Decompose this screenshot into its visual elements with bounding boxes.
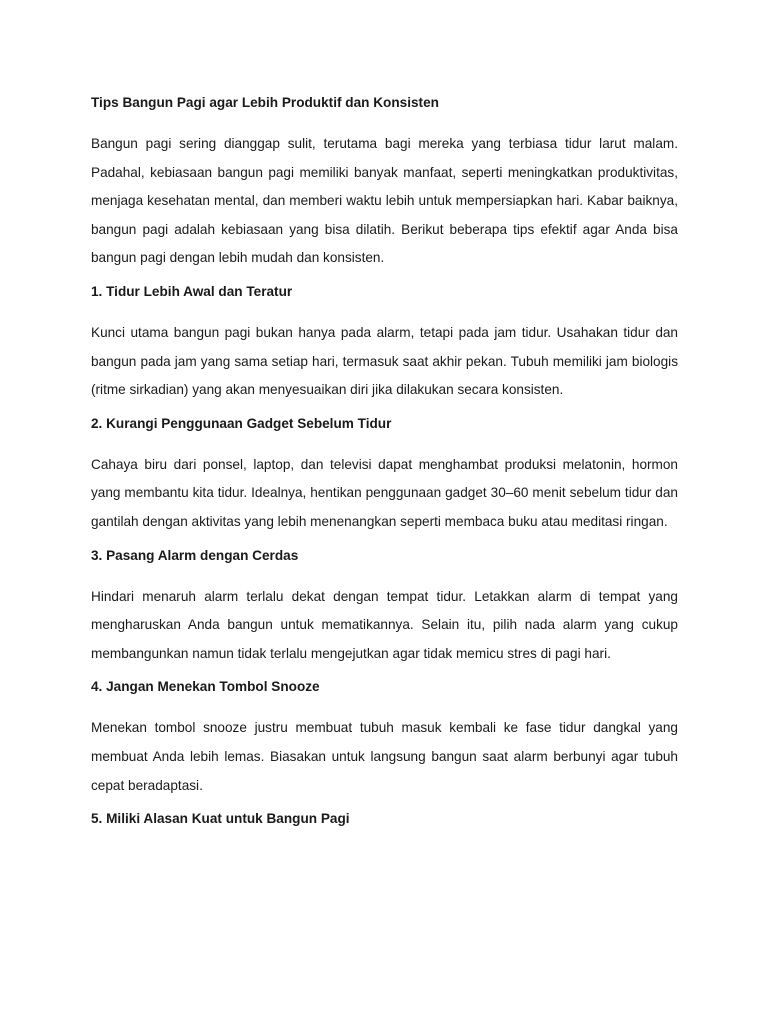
section-paragraph: Cahaya biru dari ponsel, laptop, dan televisi dapat menghambat produksi melatonin, hormon yang membantu kita tidur. Idealnya, hentikan penggunaan gadget 30–60 menit sebelum tidur dan gantilah dengan aktivitas yang lebih menenangkan seperti membaca buku atau meditasi ringan. xyxy=(91,456,678,529)
section-paragraph: Menekan tombol snooze justru membuat tubuh masuk kembali ke fase tidur dangkal yang membuat Anda lebih lemas. Biasakan untuk langsung bangun saat alarm berbunyi agar tubuh cepat beradaptasi. xyxy=(91,720,678,793)
section-heading: 1. Tidur Lebih Awal dan Teratur xyxy=(91,283,293,299)
document-page xyxy=(91,93,678,846)
intro-paragraph: Bangun pagi sering dianggap sulit, terutama bagi mereka yang terbiasa tidur larut malam. Padahal, kebiasaan bangun pagi memiliki banyak manfaat, seperti meningkatkan produktivitas, menjaga kesehatan mental, dan memberi waktu lebih untuk mempersiapkan hari. Kabar baiknya, bangun pagi adalah kebiasaan yang bisa dilatih. Berikut beberapa tips efektif agar Anda bisa bangun pagi dengan lebih mudah dan konsisten. xyxy=(91,136,678,266)
section-paragraph: Kunci utama bangun pagi bukan hanya pada alarm, tetapi pada jam tidur. Usahakan tidur dan bangun pada jam yang sama setiap hari, termasuk saat akhir pekan. Tubuh memiliki jam biologis (ritme sirkadian) yang akan menyesuaikan diri jika dilakukan secara konsisten. xyxy=(91,324,678,398)
section-heading: 3. Pasang Alarm dengan Cerdas xyxy=(91,547,299,563)
section-paragraph: Hindari menaruh alarm terlalu dekat dengan tempat tidur. Letakkan alarm di tempat yang mengharuskan Anda bangun untuk mematikannya. Selain itu, pilih nada alarm yang cukup membangunkan namun tidak terlalu mengejutkan agar tidak memicu stres di pagi hari. xyxy=(91,588,678,661)
section-heading: 2. Kurangi Penggunaan Gadget Sebelum Tidur xyxy=(91,415,392,431)
section-heading: 4. Jangan Menekan Tombol Snooze xyxy=(91,679,320,695)
document-title: Tips Bangun Pagi agar Lebih Produktif dan Konsisten xyxy=(91,95,439,110)
section-heading: 5. Miliki Alasan Kuat untuk Bangun Pagi xyxy=(91,811,350,827)
